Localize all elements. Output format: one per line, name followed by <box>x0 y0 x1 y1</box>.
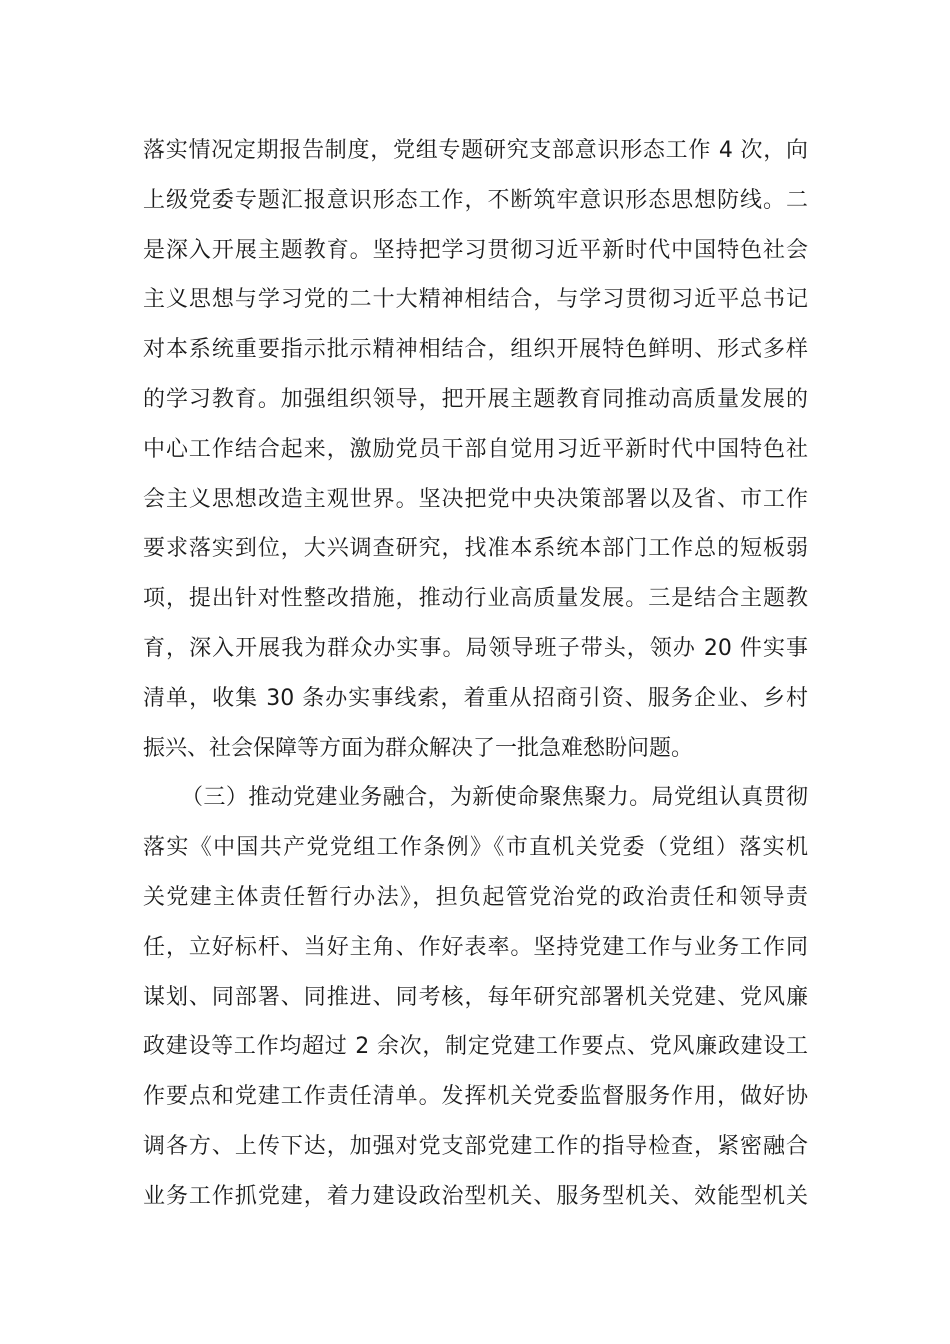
text-line: 清单，收集 30 条办实事线索，着重从招商引资、服务企业、乡村 <box>143 685 808 711</box>
text-line: 的学习教育。加强组织领导，把开展主题教育同推动高质量发展的 <box>143 386 808 412</box>
text-line: 业务工作抓党建，着力建设政治型机关、服务型机关、效能型机关 <box>143 1183 808 1209</box>
text-line: 会主义思想改造主观世界。坚决把党中央决策部署以及省、市工作 <box>143 486 808 512</box>
text-line: 落实情况定期报告制度，党组专题研究支部意识形态工作 4 次，向 <box>143 138 808 163</box>
text-line: 要求落实到位，大兴调查研究，找准本系统本部门工作总的短板弱 <box>143 536 808 562</box>
text-line: 中心工作结合起来，激励党员干部自觉用习近平新时代中国特色社 <box>143 436 808 462</box>
text-line: 对本系统重要指示批示精神相结合，组织开展特色鲜明、形式多样 <box>143 337 808 363</box>
body-text <box>143 126 808 1222</box>
text-line: 任，立好标杆、当好主角、作好表率。坚持党建工作与业务工作同 <box>143 934 808 960</box>
text-line: 上级党委专题汇报意识形态工作，不断筑牢意识形态思想防线。二 <box>143 187 808 213</box>
text-line: 政建设等工作均超过 2 余次，制定党建工作要点、党风廉政建设工 <box>143 1034 808 1060</box>
text-line: 落实《中国共产党党组工作条例》《市直机关党委（党组）落实机 <box>143 835 808 861</box>
text-line: 作要点和党建工作责任清单。发挥机关党委监督服务作用，做好协 <box>143 1084 808 1110</box>
section-heading-line: （三）推动党建业务融合，为新使命聚焦聚力。局党组认真贯彻 <box>181 785 808 811</box>
text-line: 育，深入开展我为群众办实事。局领导班子带头，领办 20 件实事 <box>143 635 808 661</box>
paragraph-end-line: 振兴、社会保障等方面为群众解决了一批急难愁盼问题。 <box>143 735 694 761</box>
text-line: 谋划、同部署、同推进、同考核，每年研究部署机关党建、党风廉 <box>143 984 808 1010</box>
text-line: 调各方、上传下达，加强对党支部党建工作的指导检查，紧密融合 <box>143 1133 808 1159</box>
text-line: 项，提出针对性整改措施，推动行业高质量发展。三是结合主题教 <box>143 586 808 612</box>
text-line: 关党建主体责任暂行办法》，担负起管党治党的政治责任和领导责 <box>143 884 808 910</box>
text-line: 是深入开展主题教育。坚持把学习贯彻习近平新时代中国特色社会 <box>143 237 808 263</box>
text-line: 主义思想与学习党的二十大精神相结合，与学习贯彻习近平总书记 <box>143 287 808 313</box>
